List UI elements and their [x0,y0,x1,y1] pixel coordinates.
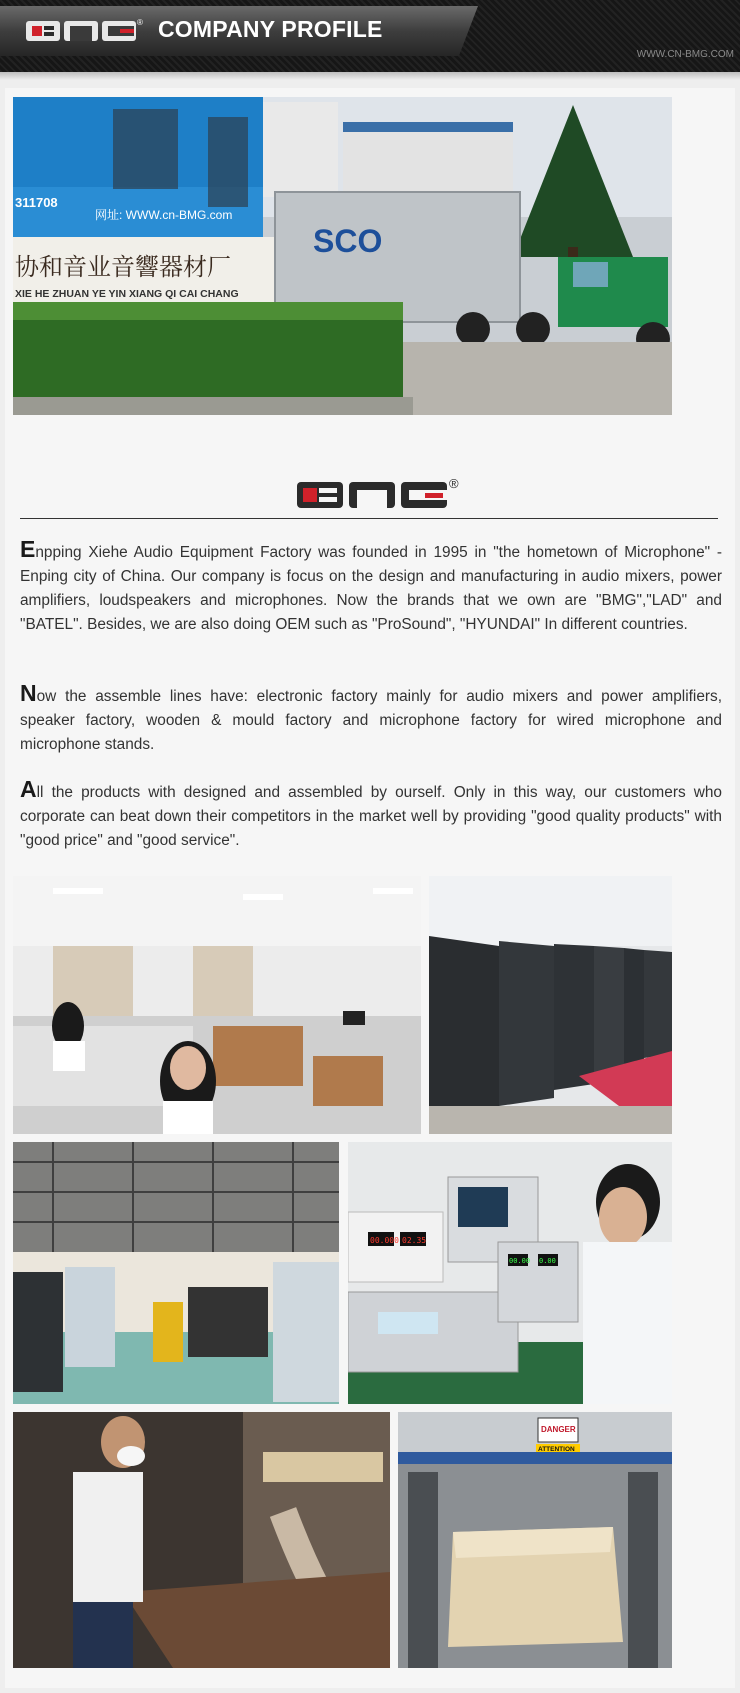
wall-chinese-sign: 协和音业音響器材厂 [15,253,231,281]
paragraph-text: ll the products with designed and assembled by ourself. Only in this way, our customers who corporate can beat down their competitors in the market well by providing "good quality products" with "good price" and "good service". [20,784,722,849]
drop-cap: E [20,536,36,562]
container-text: SCO [313,223,383,259]
office-photo [13,876,421,1134]
divider-line [20,518,718,519]
header-banner [0,0,740,72]
header-shadow [0,72,740,80]
meter-readout-c: 00.00 [509,1257,531,1265]
billboard-website: 网址: WWW.cn-BMG.com [95,208,233,222]
bmg-logo-header [26,15,144,45]
registered-mark: ® [137,18,143,27]
factory-entrance-photo [13,97,672,415]
meter-readout-d: 0.00 [539,1257,556,1265]
products-paragraph [20,778,722,853]
page-title: COMPANY PROFILE [158,16,383,42]
meter-readout-b: 02.35 [402,1236,427,1245]
danger-sign: DANGER [541,1425,576,1434]
website-url: WWW.CN-BMG.COM [636,49,734,60]
speaker-warehouse-photo [429,876,672,1134]
woodwork-photo [13,1412,390,1668]
paragraph-text: ow the assemble lines have: electronic factory mainly for audio mixers and power amplifiers, speaker factory, wooden & mould factory and microphone factory for wired microphone and microphone stands. [20,688,722,753]
factory-warehouse-photo [13,1142,339,1404]
drop-cap: A [20,776,37,802]
assembly-paragraph [20,682,722,757]
intro-paragraph [20,538,722,637]
registered-mark: ® [449,476,459,491]
bmg-logo [297,474,473,510]
meter-readout-a: 00.000 [370,1236,399,1245]
billboard-phone: 311708 [15,195,58,210]
drop-cap: N [20,680,37,706]
test-lab-photo [348,1142,672,1404]
production-line-photo [398,1412,672,1668]
paragraph-text: npping Xiehe Audio Equipment Factory was founded in 1995 in "the hometown of Microphone" -Enping city of China. Our company is focus on the design and manufacturing in audio mixers, power amplifiers, loudspeakers and microphones. Now the brands that we own are "BMG","LAD" and "BATEL". Besides, we are also doing OEM such as "ProSound", "HYUNDAI" In different countries. [20,544,722,633]
wall-pinyin-sign: XIE HE ZHUAN YE YIN XIANG QI CAI CHANG [15,288,239,300]
attention-sign: ATTENTION [538,1446,575,1453]
